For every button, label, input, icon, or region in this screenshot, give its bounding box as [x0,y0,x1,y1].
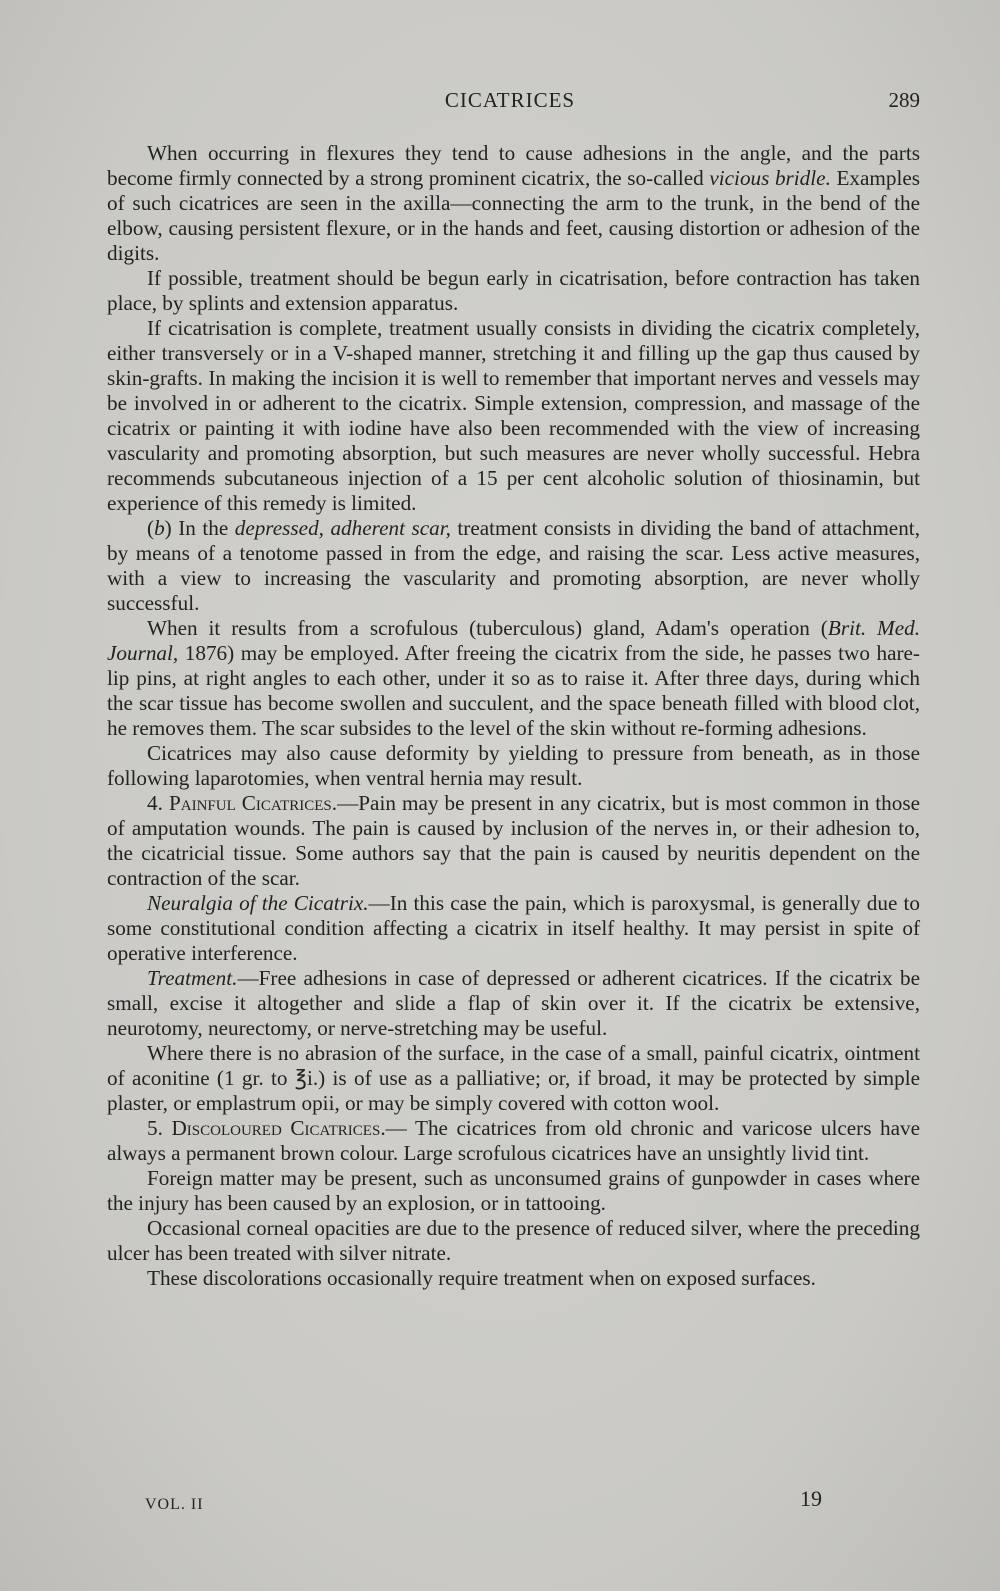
text-run: These discolorations occasionally require treatment when on exposed surfaces. [147,1266,816,1290]
body-text [107,141,920,1291]
volume-label: VOL. II [145,1496,204,1513]
text-run: 4. [147,791,169,815]
text-run: If cicatrisation is complete, treatment usually consists in dividing the cicatrix completely, either transversely or in a V-shaped manner, stretching it and filling up the gap thus caused by skin-grafts. In making the incision it is well to remember that important nerves and vessels may be involved in or adherent to the cicatrix. Simple extension, compression, and massage of the cicatrix or painting it with iodine have also been recommended with the view of increasing vascularity and promoting absorption, but such measures are never wholly successful. Hebra recommends subcutaneous injection of a 15 per cent alcoholic solution of thiosinamin, but experience of this remedy is limited. [107,316,920,515]
text-run: —Pain may be present in any cicatrix, but is most common in those of amputation wounds. The pain is caused by inclusion of the nerves in, or their adhesion to, the cicatricial tissue. Some authors say that the pain is caused by neuritis dependent on the contraction of the scar. [107,791,920,890]
text-run: ( [147,516,155,540]
text-run: Occasional corneal opacities are due to the presence of reduced silver, where the preceding ulcer has been treated with silver nitrate. [107,1216,920,1265]
italic-text: Neuralgia of the Cicatrix. [147,891,369,915]
text-run: 1876) may be employed. After freeing the cicatrix from the side, he passes two hare-lip pins, at right angles to each other, under it so as to raise it. After three days, during which the scar tissue has become swollen and succulent, and the space beneath filled with blood clot, he removes them. The scar subsides to the level of the skin without re-forming adhesions. [107,641,920,740]
italic-text: Treatment. [147,966,238,990]
paragraph [107,516,920,616]
paragraph [107,741,920,791]
italic-text: depressed, adherent scar, [234,516,451,540]
paragraph [107,1216,920,1266]
text-run: If possible, treatment should be begun early in cicatrisation, before contraction has taken place, by splints and extension apparatus. [107,266,920,315]
text-run: treatment consists in dividing the band of attachment, by means of a tenotome passed in from the edge, and raising the scar. Less active measures, with a view to increasing the vascularity and promoting absorption, are never wholly successful. [107,516,920,615]
page-title: CICATRICES [444,88,576,112]
text-run: Cicatrices may also cause deformity by yielding to pressure from beneath, as in those following laparotomies, when ventral hernia may result. [107,741,920,790]
paragraph [107,616,920,741]
text-run: When it results from a scrofulous (tuberculous) gland, Adam's operation ( [147,616,828,640]
italic-text: vicious bridle. [709,166,831,190]
italic-text: b [154,516,165,540]
signature-mark: 19 [800,1486,822,1511]
page-number: 289 [888,88,920,112]
paragraph [107,266,920,316]
paragraph [107,891,920,966]
text-run: Foreign matter may be present, such as unconsumed grains of gunpowder in cases where the injury has been caused by an explosion, or in tattooing. [107,1166,920,1215]
paragraph [107,141,920,266]
paragraph [107,1266,920,1291]
text-run: — The cicatrices from old chronic and varicose ulcers have always a permanent brown colour. Large scrofulous cicatrices have an unsightly livid tint. [107,1116,921,1165]
text-run: When occurring in flexures they tend to cause adhesions in the angle, and the parts become firmly connected by a strong prominent cicatrix, the so-called [107,141,920,190]
text-run: ) In the [164,516,235,540]
paragraph [107,1116,920,1166]
paragraph [107,1166,920,1216]
italic-text: Brit. Med. Journal, [107,616,921,665]
text-run: 5. [147,1116,172,1140]
paragraph [107,791,920,891]
text-run: Examples of such cicatrices are seen in the axilla—connecting the arm to the trunk, in the bend of the elbow, causing persistent flexure, or in the hands and feet, causing distortion or adhesion of the digits. [107,166,921,265]
page-footer [130,1480,830,1520]
section-heading: Painful Cicatrices. [168,791,338,815]
text-run: Where there is no abrasion of the surface, in the case of a small, painful cicatrix, ointment of aconitine (1 gr. to ℥i.) is of use as a palliative; or, if broad, it may be protected by simple plaster, or emplastrum opii, or may be simply covered with cotton wool. [107,1041,920,1115]
paragraph [107,316,920,516]
text-run: —Free adhesions in case of depressed or adherent cicatrices. If the cicatrix be small, excise it altogether and slide a flap of skin over it. If the cicatrix be extensive, neurotomy, neurectomy, or nerve-stretching may be useful. [107,966,920,1040]
running-head [100,88,920,118]
paragraph [107,1041,920,1116]
section-heading: Discoloured Cicatrices. [171,1116,386,1140]
paragraph [107,966,920,1041]
text-run: —In this case the pain, which is paroxysmal, is generally due to some constitutional condition affecting a cicatrix in itself healthy. It may persist in spite of operative interference. [107,891,920,965]
